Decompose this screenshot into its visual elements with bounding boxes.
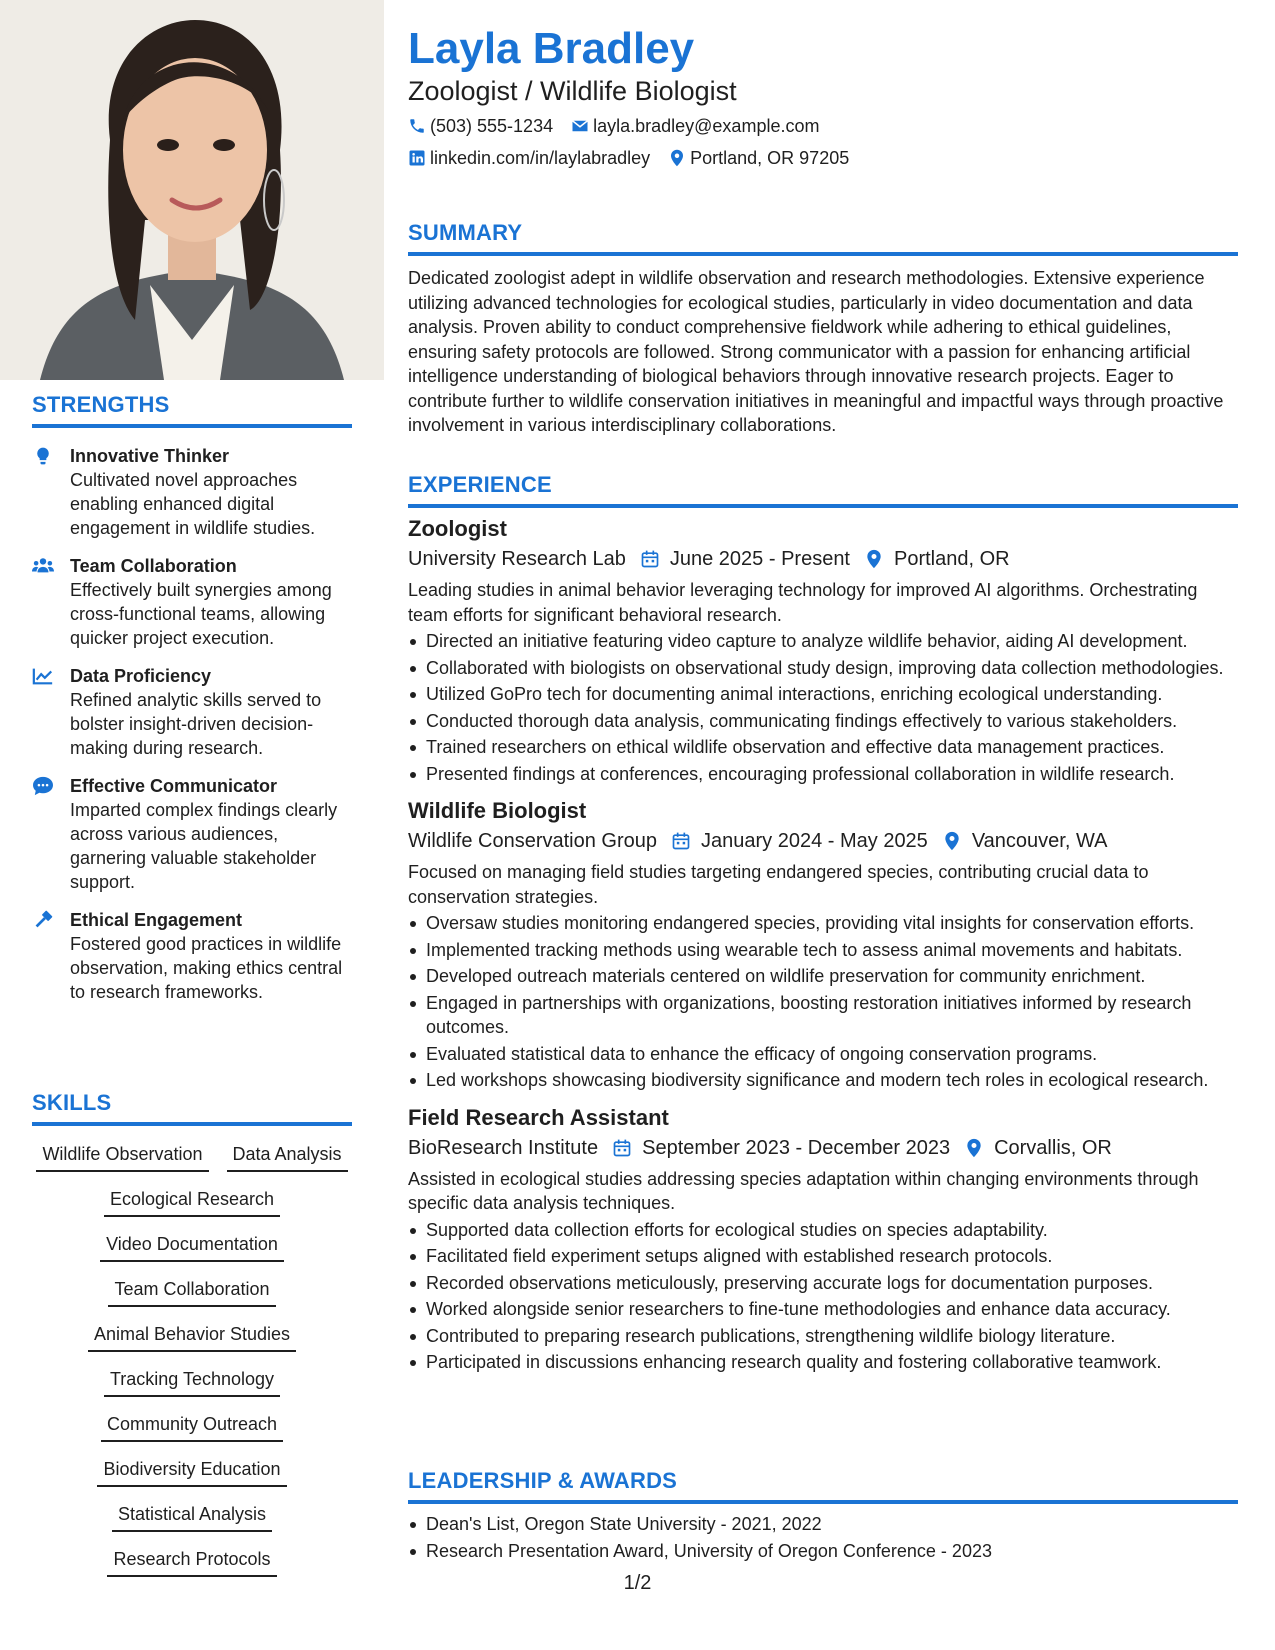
calendar-icon bbox=[671, 831, 691, 851]
awards-list bbox=[408, 1512, 1238, 1563]
job-org: BioResearch Institute bbox=[408, 1136, 599, 1159]
linkedin-icon bbox=[408, 149, 426, 167]
lightbulb-icon bbox=[32, 444, 70, 540]
list-item: Trained researchers on ethical wildlife observation and effective data management practices. bbox=[408, 735, 1238, 760]
strength-item bbox=[32, 444, 352, 540]
strength-item bbox=[32, 554, 352, 650]
strength-title: Team Collaboration bbox=[70, 556, 237, 576]
skills-heading: SKILLS bbox=[32, 1090, 352, 1126]
job-dates bbox=[612, 1133, 950, 1163]
list-item: Conducted thorough data analysis, communicating findings effectively to various stakeholders. bbox=[408, 709, 1238, 734]
profile-photo bbox=[0, 0, 384, 380]
email-text: layla.bradley@example.com bbox=[593, 116, 820, 136]
contact-row bbox=[408, 114, 837, 138]
list-item: Developed outreach materials centered on wildlife preservation for community enrichment. bbox=[408, 964, 1238, 989]
job-location-text: Portland, OR bbox=[894, 548, 1010, 570]
job-dates-text: June 2025 - Present bbox=[669, 548, 850, 570]
summary-text: Dedicated zoologist adept in wildlife observation and research methodologies. Extensive experience utilizing advanced technologies for ecological studies, particularly in video documentation and data analysis. Proven ability to conduct comprehensive fieldwork while adhering to ethical guidelines, ensuring safety protocols are followed. Strong communicator with a passion for enhancing artificial intelligence understanding of biological behaviors through innovative research projects. Eager to contribute further to wildlife conservation initiatives in meaningful and impactful ways through proactive involvement in various interdisciplinary collaborations. bbox=[408, 268, 1224, 435]
map-pin-icon bbox=[668, 149, 686, 167]
location-contact bbox=[668, 146, 849, 170]
job-meta bbox=[408, 544, 1238, 574]
list-item: Recorded observations meticulously, preserving accurate logs for documentation purposes. bbox=[408, 1271, 1238, 1296]
job-meta bbox=[408, 826, 1238, 856]
job-entry bbox=[408, 514, 1238, 786]
skill-tag: Team Collaboration bbox=[108, 1275, 275, 1307]
list-item: Directed an initiative featuring video capture to analyze wildlife behavior, aiding AI development. bbox=[408, 629, 1238, 654]
strength-title: Effective Communicator bbox=[70, 776, 278, 796]
strength-desc: Cultivated novel approaches enabling enhanced digital engagement in wildlife studies. bbox=[70, 470, 316, 538]
job-dates-text: January 2024 - May 2025 bbox=[701, 830, 928, 852]
email-contact[interactable] bbox=[571, 114, 819, 138]
awards-section bbox=[408, 1468, 1238, 1565]
skills-list bbox=[32, 1140, 352, 1590]
strength-title: Ethical Engagement bbox=[70, 910, 243, 930]
skill-tag: Statistical Analysis bbox=[112, 1500, 272, 1532]
job-dates bbox=[671, 826, 928, 856]
job-entry bbox=[408, 1103, 1238, 1375]
job-title: Field Research Assistant bbox=[408, 1104, 669, 1130]
job-bullets bbox=[408, 629, 1238, 786]
strength-desc: Imparted complex findings clearly across various audiences, garnering valuable stakeholder support. bbox=[70, 800, 338, 892]
phone-icon bbox=[408, 117, 426, 135]
job-bullets bbox=[408, 1218, 1238, 1375]
skills-section bbox=[32, 1090, 352, 1590]
linkedin-contact[interactable] bbox=[408, 146, 650, 170]
strengths-heading: STRENGTHS bbox=[32, 392, 352, 428]
candidate-title: Zoologist / Wildlife Biologist bbox=[408, 76, 737, 106]
map-pin-icon bbox=[864, 549, 884, 569]
awards-heading: LEADERSHIP & AWARDS bbox=[408, 1468, 1238, 1504]
strength-item bbox=[32, 774, 352, 894]
skill-tag: Animal Behavior Studies bbox=[88, 1320, 296, 1352]
job-description: Assisted in ecological studies addressing species adaptation within changing environments through specific data analysis techniques. bbox=[408, 1168, 1199, 1213]
job-location-text: Corvallis, OR bbox=[994, 1136, 1112, 1159]
strength-title: Innovative Thinker bbox=[70, 446, 230, 466]
job-location bbox=[864, 544, 1010, 574]
list-item: Evaluated statistical data to enhance the efficacy of ongoing conservation programs. bbox=[408, 1042, 1238, 1067]
list-item: Oversaw studies monitoring endangered species, providing vital insights for conservation efforts. bbox=[408, 911, 1238, 936]
list-item: Contributed to preparing research publications, strengthening wildlife biology literature. bbox=[408, 1324, 1238, 1349]
list-item: Led workshops showcasing biodiversity significance and modern tech roles in ecological research. bbox=[408, 1068, 1238, 1093]
job-org: Wildlife Conservation Group bbox=[408, 830, 657, 852]
list-item: Collaborated with biologists on observational study design, improving data collection methodologies. bbox=[408, 656, 1238, 681]
job-bullets bbox=[408, 911, 1238, 1093]
chart-line-icon bbox=[32, 664, 70, 760]
skill-tag: Research Protocols bbox=[107, 1545, 276, 1577]
linkedin-text: linkedin.com/in/laylabradley bbox=[430, 148, 651, 168]
list-item: Supported data collection efforts for ecological studies on species adaptability. bbox=[408, 1218, 1238, 1243]
skill-tag: Ecological Research bbox=[104, 1185, 280, 1217]
location-text: Portland, OR 97205 bbox=[690, 148, 850, 168]
envelope-icon bbox=[571, 117, 589, 135]
calendar-icon bbox=[612, 1138, 632, 1158]
list-item: Facilitated field experiment setups aligned with established research protocols. bbox=[408, 1244, 1238, 1269]
strengths-section bbox=[32, 392, 352, 1004]
job-title: Zoologist bbox=[408, 516, 507, 541]
gavel-icon bbox=[32, 908, 70, 1004]
users-icon bbox=[32, 554, 70, 650]
strength-item bbox=[32, 908, 352, 1004]
job-location-text: Vancouver, WA bbox=[971, 830, 1108, 852]
summary-heading: SUMMARY bbox=[408, 220, 1238, 256]
job-org: University Research Lab bbox=[408, 548, 626, 570]
skill-tag: Community Outreach bbox=[101, 1410, 283, 1442]
list-item: Research Presentation Award, University of Oregon Conference - 2023 bbox=[408, 1539, 1238, 1564]
strength-desc: Effectively built synergies among cross-functional teams, allowing quicker project execution. bbox=[70, 580, 332, 648]
chat-bubble-icon bbox=[32, 774, 70, 894]
phone-contact[interactable] bbox=[408, 114, 553, 138]
phone-text: (503) 555-1234 bbox=[430, 116, 554, 136]
list-item: Participated in discussions enhancing research quality and fostering collaborative teamwork. bbox=[408, 1350, 1238, 1375]
job-dates-text: September 2023 - December 2023 bbox=[642, 1136, 951, 1159]
list-item: Dean's List, Oregon State University - 2021, 2022 bbox=[408, 1512, 1238, 1537]
left-column bbox=[0, 0, 384, 1650]
map-pin-icon bbox=[964, 1138, 984, 1158]
job-location bbox=[964, 1133, 1112, 1163]
experience-section bbox=[408, 472, 1238, 1377]
job-dates bbox=[640, 544, 850, 574]
strength-title: Data Proficiency bbox=[70, 666, 212, 686]
list-item: Utilized GoPro tech for documenting animal interactions, enriching ecological understanding. bbox=[408, 682, 1238, 707]
calendar-icon bbox=[640, 549, 660, 569]
list-item: Presented findings at conferences, encouraging professional collaboration in wildlife research. bbox=[408, 762, 1238, 787]
job-location bbox=[942, 826, 1108, 856]
job-entry bbox=[408, 796, 1238, 1093]
list-item: Engaged in partnerships with organizations, boosting restoration initiatives informed by research outcomes. bbox=[408, 991, 1238, 1040]
page-number: 1/2 bbox=[623, 1572, 652, 1594]
skill-tag: Wildlife Observation bbox=[36, 1140, 208, 1172]
job-description: Leading studies in animal behavior leveraging technology for improved AI algorithms. Orchestrating team efforts for significant behavioral research. bbox=[408, 580, 1198, 625]
strength-desc: Refined analytic skills served to bolster insight-driven decision-making during research. bbox=[70, 690, 322, 758]
skill-tag: Data Analysis bbox=[227, 1140, 348, 1172]
job-meta bbox=[408, 1133, 1238, 1163]
summary-section bbox=[408, 220, 1238, 438]
list-item: Implemented tracking methods using wearable tech to assess animal movements and habitats. bbox=[408, 938, 1238, 963]
map-pin-icon bbox=[942, 831, 962, 851]
job-description: Focused on managing field studies targeting endangered species, contributing crucial data to conservation strategies. bbox=[408, 862, 1149, 907]
strength-desc: Fostered good practices in wildlife observation, making ethics central to research frameworks. bbox=[70, 934, 343, 1002]
contact-row bbox=[408, 146, 867, 170]
skill-tag: Tracking Technology bbox=[104, 1365, 280, 1397]
experience-heading: EXPERIENCE bbox=[408, 472, 1238, 508]
skill-tag: Biodiversity Education bbox=[97, 1455, 286, 1487]
candidate-name: Layla Bradley bbox=[408, 24, 695, 73]
job-title: Wildlife Biologist bbox=[408, 798, 587, 823]
strength-item bbox=[32, 664, 352, 760]
list-item: Worked alongside senior researchers to fine-tune methodologies and enhance data accuracy. bbox=[408, 1297, 1238, 1322]
skill-tag: Video Documentation bbox=[100, 1230, 284, 1262]
